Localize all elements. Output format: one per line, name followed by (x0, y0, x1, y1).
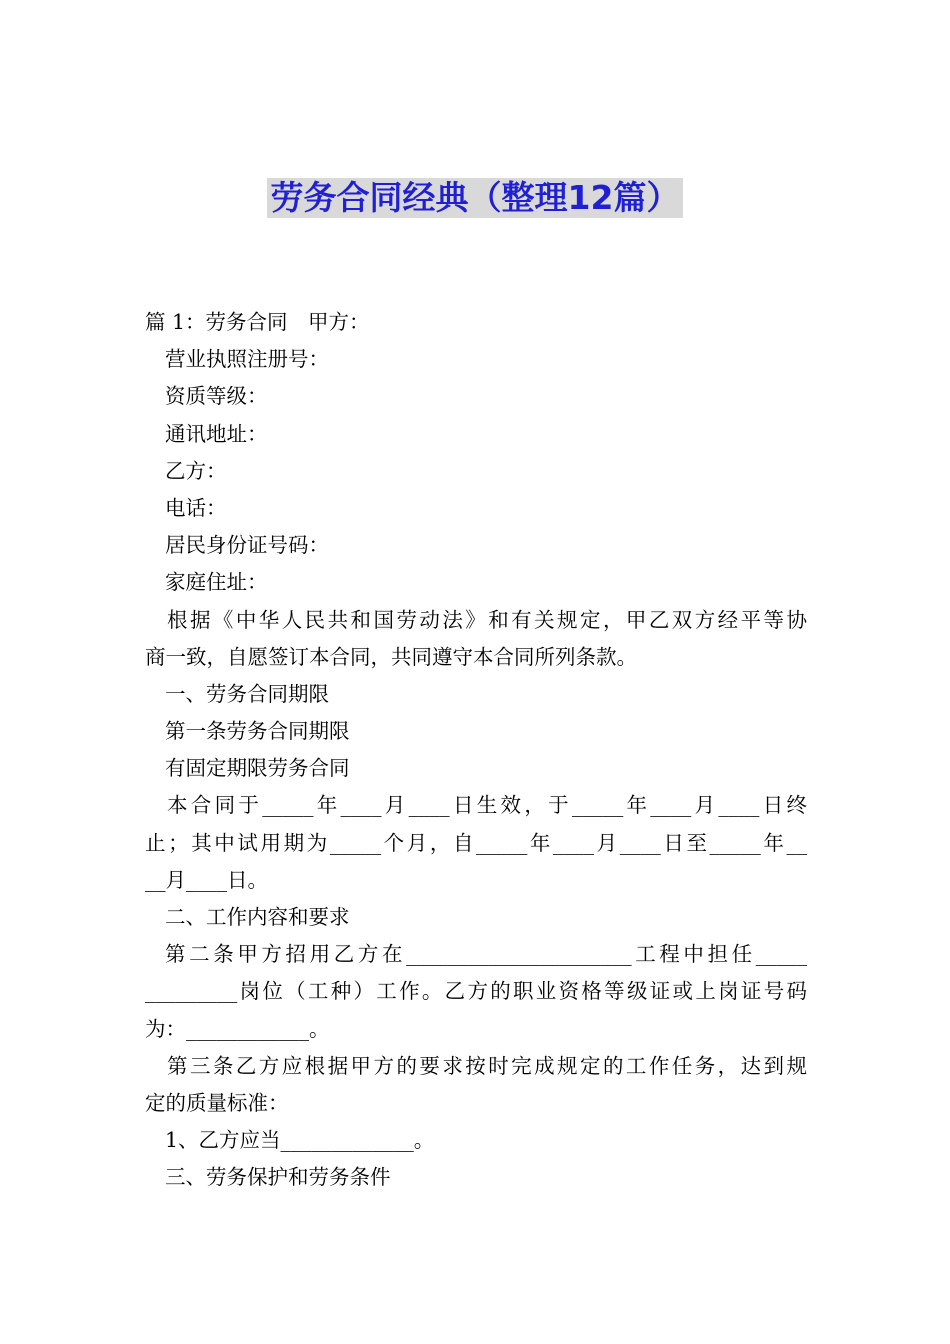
para-line-13: 有固定期限劳务合同 (165, 756, 350, 781)
list-item-1: 1、乙方应当_____________。 (165, 1128, 435, 1153)
document-body (145, 304, 807, 1197)
para-line-16: __月____日。 (145, 867, 268, 892)
para-line-10: 商一致，自愿签订本合同，共同遵守本合同所列条款。 (145, 644, 637, 669)
para-line-1: 篇 1：劳务合同 甲方： (145, 310, 370, 334)
article-1: 第一条劳务合同期限 (165, 719, 350, 744)
para-line-7: 居民身份证号码： (165, 533, 329, 558)
section-heading-1: 一、劳务合同期限 (165, 681, 329, 706)
article-3: 第三条乙方应根据甲方的要求按时完成规定的工作任务，达到规 (167, 1053, 807, 1078)
para-line-9: 根据《中华人民共和国劳动法》和有关规定，甲乙双方经平等协 (167, 607, 807, 632)
para-line-3: 资质等级： (165, 384, 268, 409)
para-line-15: 止；其中试用期为_____个月，自_____年____月____日至_____年__ (145, 830, 807, 855)
para-line-5: 乙方： (165, 458, 227, 483)
para-line-2: 营业执照注册号： (165, 347, 329, 372)
para-line-14: 本合同于_____年____月____日生效，于_____年____月____日终 (167, 793, 807, 818)
para-line-22: 定的质量标准： (145, 1090, 289, 1115)
para-line-8: 家庭住址： (165, 570, 268, 595)
para-line-20: 为：____________。 (145, 1016, 330, 1041)
title-wrap (0, 178, 950, 218)
section-heading-2: 二、工作内容和要求 (165, 905, 350, 929)
article-2: 第二条甲方招用乙方在______________________工程中担任_____ (165, 942, 807, 967)
para-line-6: 电话： (165, 495, 227, 520)
document-title: 劳务合同经典（整理12篇） (267, 178, 684, 218)
para-line-19: _________岗位（工种）工作。乙方的职业资格等级证或上岗证号码 (145, 979, 807, 1004)
para-line-4: 通讯地址： (165, 421, 268, 446)
section-heading-3: 三、劳务保护和劳务条件 (165, 1165, 391, 1190)
